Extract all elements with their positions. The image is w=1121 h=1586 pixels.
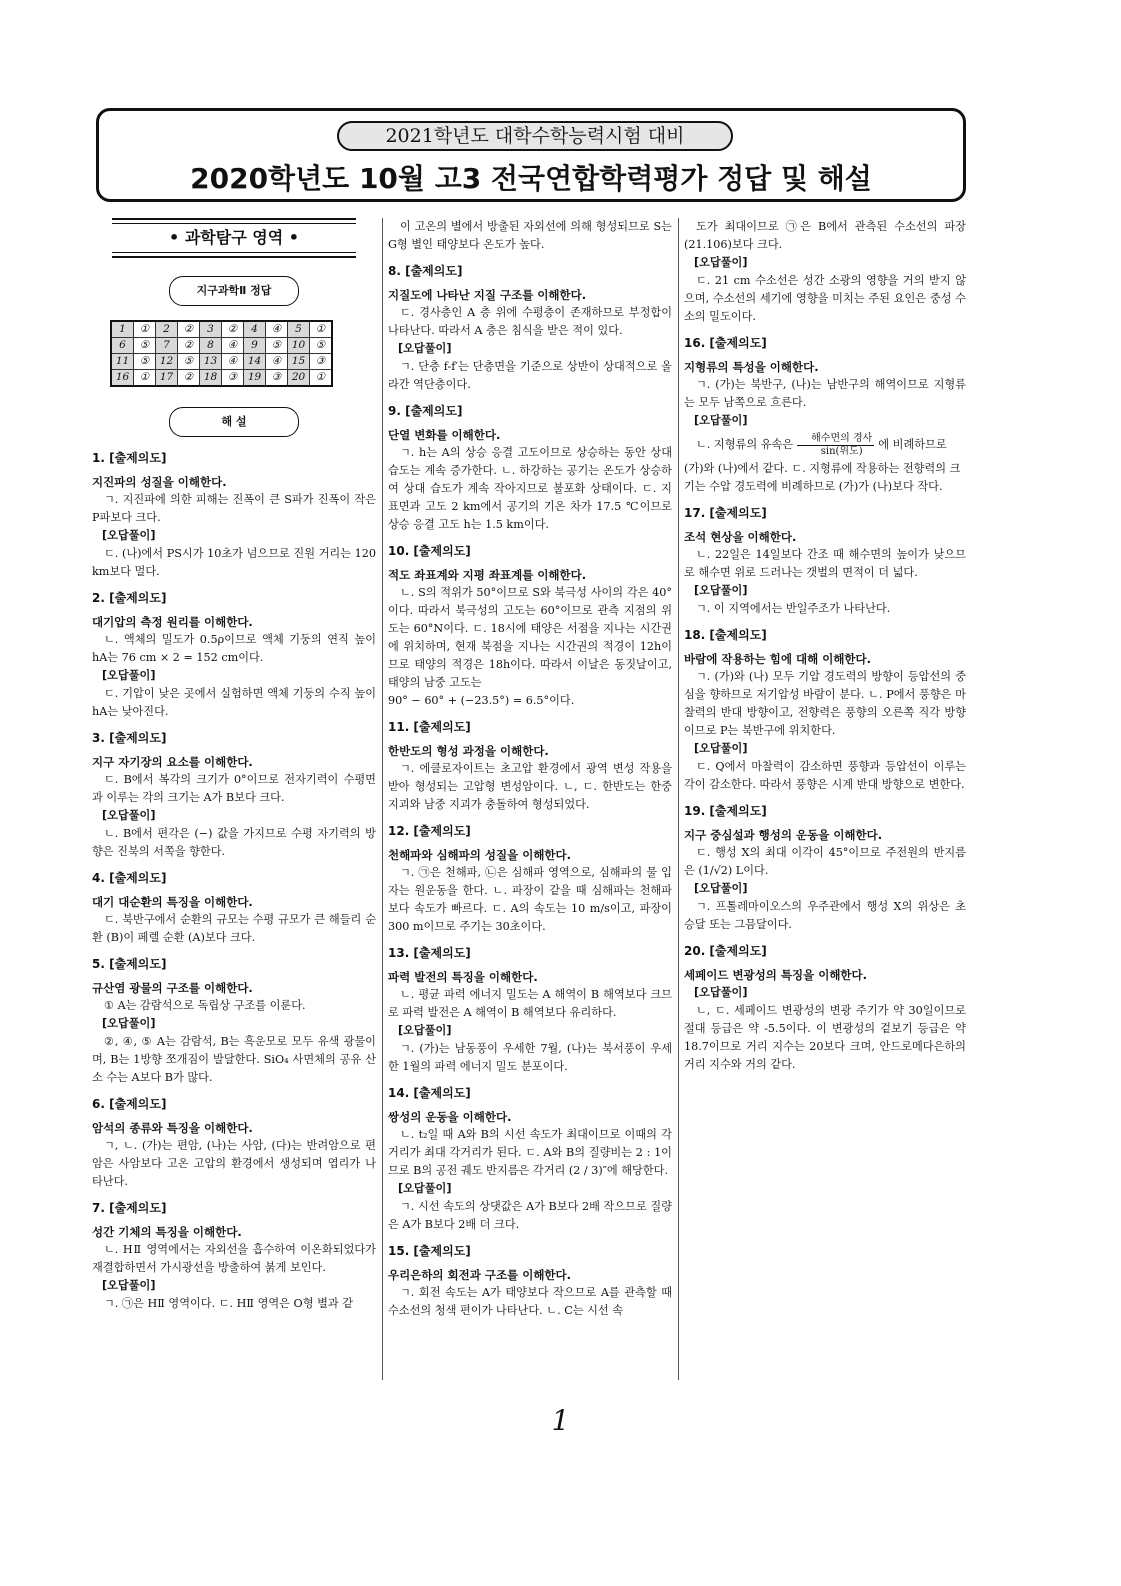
fraction-denominator: sin(위도) [820,445,863,457]
question-topic: 조석 현상을 이해한다. [684,530,797,544]
question-number: 13 [200,354,222,370]
question-number: 20 [288,370,310,387]
question-topic: 천해파와 심해파의 성질을 이해한다. [388,848,572,862]
answer-value: ⑤ [310,338,333,354]
question-topic: 적도 좌표계와 지평 좌표계를 이해한다. [388,568,587,582]
question-number: 7 [156,338,178,354]
answer-table [110,320,333,387]
explanation-paragraph: ① A는 감람석으로 독립상 구조를 이룬다. [104,999,306,1012]
question-number: 11 [111,354,134,370]
question-topic: 한반도의 형성 과정을 이해한다. [388,744,549,758]
question-number: 3 [200,321,222,338]
fraction-suffix: 에 비례하므로 [878,438,947,451]
question-number: 14 [244,354,266,370]
wrong-answer-label: [오답풀이] [398,1182,452,1195]
column-3 [684,218,966,1074]
question-heading: 16. [출제의도] [684,336,767,350]
wrong-answer-label: [오답풀이] [694,986,748,999]
wrong-answer-label: [오답풀이] [694,256,748,269]
explanation-paragraph: ㄷ. 기압이 낮은 곳에서 실험하면 액체 기둥의 수직 높이 hA는 낮아진다. [92,687,376,718]
question-number: 5 [288,321,310,338]
question-heading: 7. [출제의도] [92,1201,167,1215]
fraction-prefix: ㄴ. 지형류의 유속은 [696,438,794,451]
question-number: 4 [244,321,266,338]
explanation-paragraph: ㄴ. HⅡ 영역에서는 자외선을 흡수하여 이온화되었다가 재결합하면서 가시광선을 방출하여 붉게 보인다. [92,1243,376,1274]
explanation-paragraph: ㄱ. ㉠은 천해파, ㉡은 심해파 영역으로, 심해파의 물 입자는 원운동을 한다. ㄴ. 파장이 같을 때 심해파는 천해파보다 속도가 빠르다. ㄷ. A의 속도는 10 m/s이고, 파장이 300 m이므로 주기는 30초이다. [388,866,672,933]
answer-value: ④ [266,354,288,370]
explanation-paragraph: ㄱ. 에클로자이트는 초고압 환경에서 광역 변성 작용을 받아 형성되는 고압형 변성암이다. ㄴ, ㄷ. 한반도는 한중 지괴와 남중 지괴가 충돌하여 형성되었다. [388,762,672,811]
question-number: 1 [111,321,134,338]
answer-row [111,321,332,338]
answer-value: ① [134,321,156,338]
explanation-paragraph: 이 고온의 별에서 방출된 자외선에 의해 형성되므로 S는 G형 별인 태양보다 온도가 높다. [388,220,672,251]
area-title: • 과학탐구 영역 • [169,228,299,247]
explanation-paragraph: ㄴ. 평균 파력 에너지 밀도는 A 해역이 B 해역보다 크므로 파력 발전은 A 해역이 B 해역보다 유리하다. [388,988,672,1019]
explanation-paragraph: ㄷ. 21 cm 수소선은 성간 소광의 영향을 거의 받지 않으며, 수소선의 세기에 영향을 미치는 주된 요인은 중성 수소의 밀도이다. [684,274,966,323]
answer-value: ③ [222,370,244,387]
question-heading: 10. [출제의도] [388,544,471,558]
question-heading: 8. [출제의도] [388,264,463,278]
answer-value: ② [178,338,200,354]
question-topic: 우리은하의 회전과 구조를 이해한다. [388,1268,572,1282]
answer-value: ⑤ [134,338,156,354]
wrong-answer-label: [오답풀이] [398,342,452,355]
fraction [797,433,874,458]
answers-label: 지구과학Ⅱ 정답 [169,276,299,306]
question-number: 18 [200,370,222,387]
question-number: 15 [288,354,310,370]
wrong-answer-label: [오답풀이] [102,809,156,822]
question-topic: 암석의 종류와 특징을 이해한다. [92,1121,253,1135]
answer-value: ⑤ [134,354,156,370]
fraction-numerator: 해수면의 경사 [797,433,874,446]
explanation-paragraph: ㄴ. t₂일 때 A와 B의 시선 속도가 최대이므로 이때의 각거리가 최대 각거리가 된다. ㄷ. A와 B의 질량비는 2 : 1이므로 B의 공전 궤도 반지름은 각거리 (2 / 3)″에 해당한다. [388,1128,672,1177]
answer-value: ④ [266,321,288,338]
explanation-label: 해 설 [169,407,299,437]
answer-value: ② [222,321,244,338]
page-title: 2020학년도 10월 고3 전국연합학력평가 정답 및 해설 [190,162,872,195]
column-2 [388,218,672,1320]
explanation-paragraph: ㄷ. Q에서 마찰력이 감소하면 풍향과 등압선이 이루는 각이 감소한다. 따라서 풍향은 시계 반대 방향으로 변한다. [684,760,966,791]
question-number: 6 [111,338,134,354]
question-heading: 17. [출제의도] [684,506,767,520]
answer-value: ⑤ [266,338,288,354]
answer-value: ⑤ [178,354,200,370]
question-heading: 6. [출제의도] [92,1097,167,1111]
answer-value: ③ [310,354,333,370]
explanation-paragraph: ②, ④, ⑤ A는 감람석, B는 흑운모로 모두 유색 광물이며, B는 1방향 쪼개짐이 발달한다. SiO₄ 사면체의 공유 산소 수는 A보다 B가 많다. [92,1035,376,1084]
question-topic: 지구 자기장의 요소를 이해한다. [92,755,253,769]
explanation-paragraph: ㄷ. 북반구에서 순환의 규모는 수평 규모가 큰 해들리 순환 (B)이 페렐 순환 (A)보다 크다. [92,913,376,944]
explanation-paragraph: ㄱ. 회전 속도는 A가 태양보다 작으므로 A를 관측할 때 수소선의 청색 편이가 나타난다. ㄴ. C는 시선 속 [388,1286,672,1317]
question-heading: 9. [출제의도] [388,404,463,418]
explanation-paragraph: ㄱ. 단층 f-f′는 단층면을 기준으로 상반이 상대적으로 올라간 역단층이다. [388,360,672,391]
header-box [96,108,966,202]
question-number: 16 [111,370,134,387]
question-heading: 15. [출제의도] [388,1244,471,1258]
question-topic: 규산염 광물의 구조를 이해한다. [92,981,253,995]
explanation-paragraph: ㄱ. (가)는 북반구, (나)는 남반구의 해역이므로 지형류는 모두 남쪽으로 흐른다. [684,378,966,409]
question-number: 2 [156,321,178,338]
explanation-paragraph: ㄱ, ㄴ. (가)는 편암, (나)는 사암, (다)는 반려암으로 편암은 사암보다 고온 고압의 환경에서 생성되며 엽리가 나타난다. [92,1139,376,1188]
question-topic: 파력 발전의 특징을 이해한다. [388,970,538,984]
question-heading: 2. [출제의도] [92,591,167,605]
page-number: 1 [551,1404,570,1437]
question-heading: 18. [출제의도] [684,628,767,642]
explanation-line: (가)와 (나)에서 같다. ㄷ. 지형류에 작용하는 전향력의 크기는 수압 경도력에 비례하므로 (가)가 (나)보다 작다. [684,462,961,493]
question-topic: 대기압의 측정 원리를 이해한다. [92,615,253,629]
question-heading: 3. [출제의도] [92,731,167,745]
question-heading: 19. [출제의도] [684,804,767,818]
column-1 [92,218,376,1313]
answer-value: ③ [266,370,288,387]
explanation-paragraph: 도가 최대이므로 ㉠은 B에서 관측된 수소선의 파장(21.106)보다 크다. [684,220,966,251]
explanation-paragraph: ㄷ. 행성 X의 최대 이각이 45°이므로 주전원의 반지름은 (1/√2) L이다. [684,846,966,877]
explanation-paragraph: ㄷ. (나)에서 PS시가 10초가 넘으므로 진원 거리는 120 km보다 멀다. [92,547,376,578]
explanation-paragraph [684,430,966,460]
explanation-paragraph: ㄱ. ㉠은 HⅡ 영역이다. ㄷ. HⅡ 영역은 O형 별과 같 [104,1297,354,1310]
explanation-paragraph: ㄱ. 지진파에 의한 피해는 진폭이 큰 S파가 진폭이 작은 P파보다 크다. [92,493,376,524]
wrong-answer-label: [오답풀이] [102,1017,156,1030]
question-topic: 쌍성의 운동을 이해한다. [388,1110,512,1124]
answer-value: ④ [222,338,244,354]
wrong-answer-label: [오답풀이] [694,584,748,597]
question-heading: 4. [출제의도] [92,871,167,885]
question-topic: 성간 기체의 특징을 이해한다. [92,1225,242,1239]
question-topic: 지구 중심설과 행성의 운동을 이해한다. [684,828,883,842]
question-heading: 20. [출제의도] [684,944,767,958]
wrong-answer-label: [오답풀이] [102,529,156,542]
explanation-paragraph: ㄴ. B에서 편각은 (−) 값을 가지므로 수평 자기력의 방향은 진북의 서쪽을 향한다. [92,827,376,858]
question-heading: 11. [출제의도] [388,720,471,734]
exam-subtitle: 2021학년도 대학수학능력시험 대비 [337,121,733,151]
wrong-answer-label: [오답풀이] [102,1279,156,1292]
wrong-answer-label: [오답풀이] [694,742,748,755]
question-number: 9 [244,338,266,354]
question-number: 19 [244,370,266,387]
wrong-answer-label: [오답풀이] [694,882,748,895]
answer-value: ① [310,370,333,387]
question-number: 8 [200,338,222,354]
question-number: 12 [156,354,178,370]
question-topic: 세페이드 변광성의 특징을 이해한다. [684,968,868,982]
question-topic: 대기 대순환의 특징을 이해한다. [92,895,253,909]
explanation-paragraph: ㄷ. B에서 복각의 크기가 0°이므로 전자기력이 수평면과 이루는 각의 크기는 A가 B보다 크다. [92,773,376,804]
column-divider [678,218,679,1380]
answer-value: ① [310,321,333,338]
area-title-box [112,218,356,258]
answer-row [111,370,332,387]
column-divider [382,218,383,1380]
explanation-paragraph: ㄱ. (가)와 (나) 모두 기압 경도력의 방향이 등압선의 중심을 향하므로 저기압성 바람이 분다. ㄴ. P에서 풍향은 마찰력의 반대 방향이고, 전향력은 풍향의 오른쪽 직각 방향이므로 P는 북반구에 위치한다. [684,670,966,737]
answer-row [111,354,332,370]
question-topic: 단열 변화를 이해한다. [388,428,501,442]
question-heading: 14. [출제의도] [388,1086,471,1100]
explanation-paragraph: ㄴ, ㄷ. 세페이드 변광성의 변광 주기가 약 30일이므로 절대 등급은 약 -5.5이다. 이 변광성의 겉보기 등급은 약 18.7이므로 거리 지수는 20보다 크며, 안드로메다은하의 거리 지수와 거의 같다. [684,1004,966,1071]
answer-value: ② [178,321,200,338]
answer-row [111,338,332,354]
explanation-paragraph: ㄴ. 액체의 밀도가 0.5ρ이므로 액체 기둥의 연직 높이 hA는 76 cm × 2 = 152 cm이다. [92,633,376,664]
answer-value: ④ [222,354,244,370]
explanation-paragraph: ㄴ. 22일은 14일보다 간조 때 해수면의 높이가 낮으므로 해수면 위로 드러나는 갯벌의 면적이 더 넓다. [684,548,966,579]
explanation-paragraph: ㄱ. 프톨레마이오스의 우주관에서 행성 X의 위상은 초승달 또는 그믐달이다. [684,900,966,931]
explanation-paragraph: ㄱ. 이 지역에서는 반일주조가 나타난다. [696,602,891,615]
question-topic: 지형류의 특성을 이해한다. [684,360,819,374]
explanation-line: 90° − 60° + (−23.5°) = 6.5°이다. [388,694,575,707]
question-heading: 5. [출제의도] [92,957,167,971]
column-1-body [92,447,376,1313]
explanation-paragraph: ㄱ. h는 A의 상승 응결 고도이므로 상승하는 동안 상대 습도는 계속 증가한다. ㄴ. 하강하는 공기는 온도가 상승하여 상대 습도가 계속 작아지므로 불포화 상태이다. ㄷ. 지표면과 고도 2 km에서 공기의 기온 차가 17.5 ℃이므로 상승 응결 고도 h는 1.5 km이다. [388,446,672,531]
question-number: 10 [288,338,310,354]
explanation-paragraph: ㄴ. S의 적위가 50°이므로 S와 북극성 사이의 각은 40°이다. 따라서 북극성의 고도는 60°이므로 관측 지점의 위도는 60°N이다. ㄷ. 18시에 태양은 서점을 지나는 시간권에 위치하며, 현재 북점을 지나는 시간권의 적경이 12h이므로 태양의 적경은 18h이다. 따라서 이날은 동짓날이고, 태양의 남중 고도는 [388,586,672,689]
wrong-answer-label: [오답풀이] [694,414,748,427]
explanation-paragraph: ㄱ. 시선 속도의 상댓값은 A가 B보다 2배 작으므로 질량은 A가 B보다 2배 더 크다. [388,1200,672,1231]
question-topic: 지진파의 성질을 이해한다. [92,475,227,489]
answer-value: ② [178,370,200,387]
question-topic: 바람에 작용하는 힘에 대해 이해한다. [684,652,872,666]
answer-value: ① [134,370,156,387]
question-heading: 13. [출제의도] [388,946,471,960]
question-heading: 12. [출제의도] [388,824,471,838]
wrong-answer-label: [오답풀이] [398,1024,452,1037]
explanation-paragraph: ㄷ. 경사층인 A 층 위에 수평층이 존재하므로 부정합이 나타난다. 따라서 A 층은 침식을 받은 적이 있다. [388,306,672,337]
question-number: 17 [156,370,178,387]
explanation-paragraph: ㄱ. (가)는 남동풍이 우세한 7월, (나)는 북서풍이 우세한 1월의 파력 에너지 밀도 분포이다. [388,1042,672,1073]
wrong-answer-label: [오답풀이] [102,669,156,682]
question-topic: 지질도에 나타난 지질 구조를 이해한다. [388,288,587,302]
question-heading: 1. [출제의도] [92,451,167,465]
